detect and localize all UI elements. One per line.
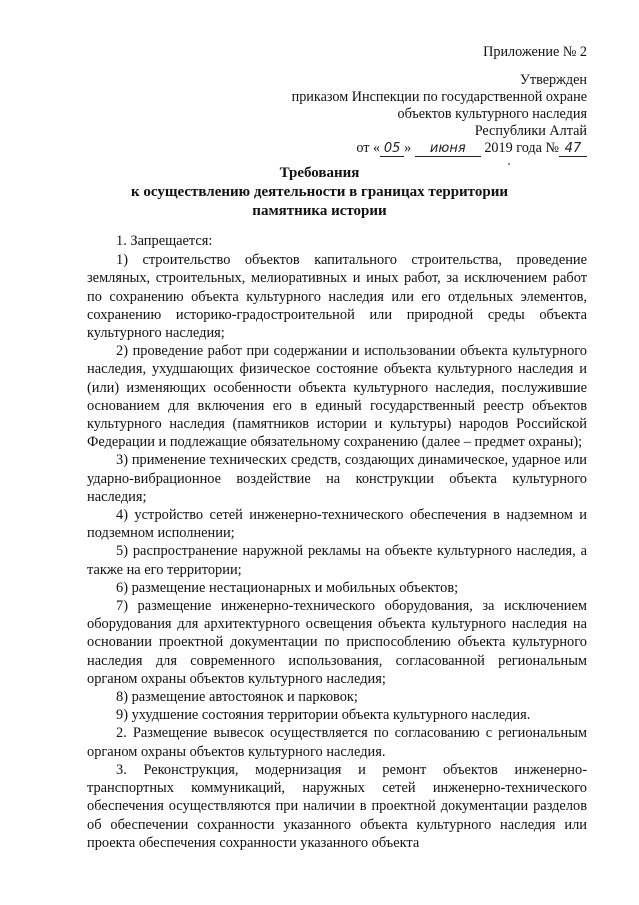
approval-line: Утвержден: [519, 72, 587, 88]
paragraph: 1) строительство объектов капитального строительства, проведение земляных, строительных, мелиоративных и иных работ, за исключением работ по сохранению объекта культурного наследия или его отдельных элементов, сохранению историко-градостроительной или природной среды объекта культурного наследия;: [87, 252, 587, 342]
title-line: к осуществлению деятельности в границах территории: [131, 184, 508, 200]
paragraph: 5) распространение наружной рекламы на объекте культурного наследия, а также на его территории;: [87, 543, 587, 578]
title-line: памятника истории: [252, 203, 387, 219]
document-body: [87, 232, 587, 852]
handwritten-month: июня: [415, 142, 481, 157]
annex-label: Приложение № 2: [483, 44, 587, 60]
paragraph: 2) проведение работ при содержании и использовании объекта культурного наследия, ухудшающих физическое состояние объекта культурного наследия и (или) изменяющих особенности объекта культурного наследия, послужившие основанием для включения его в единый государственный реестр объектов культурного наследия (памятников истории и культуры) народов Российской Федерации и подлежащие обязательному сохранению (далее – предмет охраны);: [87, 343, 587, 451]
title-line: Требования: [279, 165, 360, 181]
paragraph: 2. Размещение вывесок осуществляется по согласованию с региональным органом охраны объектов культурного наследия.: [87, 725, 587, 760]
paragraph: 7) размещение инженерно-технического оборудования, за исключением оборудования для архитектурного освещения объекта культурного наследия на основании проектной документации по приспособлению объекта культурного наследия для современного использования, согласованной региональным органом охраны объектов культурного наследия;: [87, 598, 587, 687]
approval-line: приказом Инспекции по государственной охране: [291, 89, 587, 105]
date-quote-close: »: [404, 140, 412, 156]
order-date-line: [292, 140, 587, 157]
section-heading: 1. Запрещается:: [116, 233, 213, 249]
paragraph: 3. Реконструкция, модернизация и ремонт объектов инженерно-транспортных коммуникаций, наружных сетей инженерно-технического обеспечения осуществляются при наличии в проектной документации разделов об обеспечении сохранности указанного объекта культурного наследия или проекта обеспечения сохранности указанного объекта: [87, 761, 587, 851]
handwritten-day: 05: [380, 142, 404, 157]
paragraph: 6) размещение нестационарных и мобильных объектов;: [116, 579, 459, 596]
date-year: 2019 года №: [484, 140, 559, 156]
paragraph: 3) применение технических средств, создающих динамическое, ударное или ударно-вибрационное воздействие на конструкции объекта культурного наследия;: [87, 452, 587, 505]
handwritten-order-number: 47: [559, 142, 587, 157]
document-title: [0, 164, 639, 221]
paragraph: 8) размещение автостоянок и парковок;: [116, 689, 358, 706]
approval-line: объектов культурного наследия: [397, 106, 587, 122]
approval-block: [292, 72, 587, 157]
approval-line: Республики Алтай: [474, 123, 587, 139]
paragraph: 4) устройство сетей инженерно-технического обеспечения в надземном и подземном исполнении;: [87, 507, 587, 542]
date-prefix: от «: [356, 140, 381, 156]
paragraph: 9) ухудшение состояния территории объекта культурного наследия.: [116, 707, 531, 724]
